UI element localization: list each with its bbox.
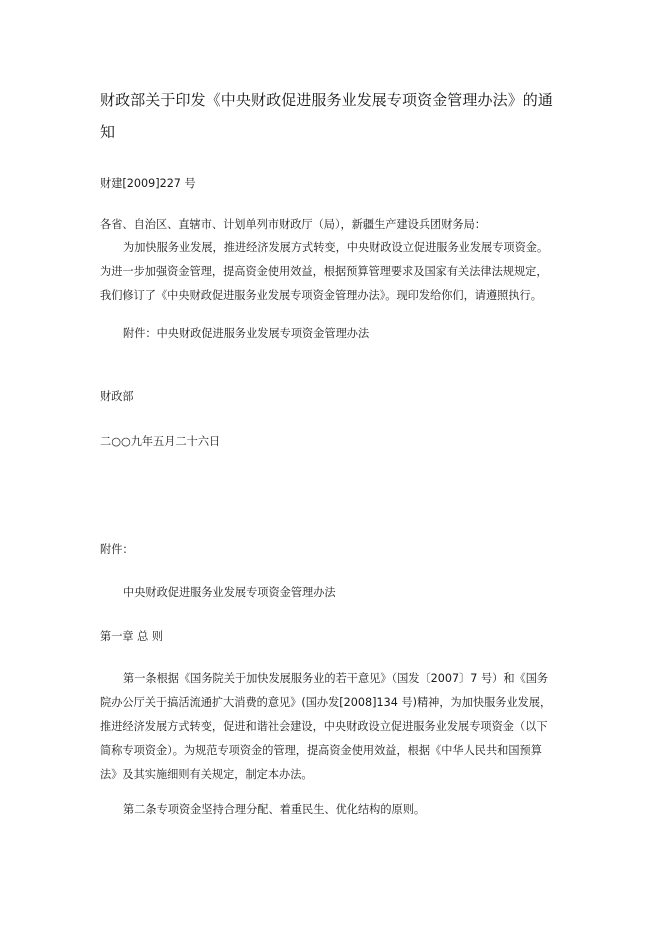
article-1 bbox=[100, 667, 564, 787]
intro-line-3: 我们修订了《中央财政促进服务业发展专项资金管理办法》。现印发给你们，请遵照执行。 bbox=[100, 289, 542, 302]
chapter-heading: 第一章 总 则 bbox=[100, 630, 164, 643]
attachment-label: 附件： bbox=[100, 543, 134, 556]
article-1-line-5: 法》及其实施细则有关规定，制定本办法。 bbox=[100, 768, 313, 781]
intro-paragraph bbox=[100, 236, 564, 308]
title-line-1: 财政部关于印发《中央财政促进服务业发展专项资金管理办法》的通 bbox=[100, 91, 554, 109]
document-title bbox=[100, 84, 570, 148]
attachment-title: 中央财政促进服务业发展专项资金管理办法 bbox=[123, 586, 336, 599]
issue-date: 二○○九年五月二十六日 bbox=[100, 435, 221, 448]
addressee: 各省、自治区、直辖市、计划单列市财政厅（局），新疆生产建设兵团财务局： bbox=[100, 218, 486, 231]
attachment-note: 附件：中央财政促进服务业发展专项资金管理办法 bbox=[123, 327, 370, 340]
issuer: 财政部 bbox=[100, 390, 134, 403]
intro-line-2: 为进一步加强资金管理，提高资金使用效益，根据预算管理要求及国家有关法律法规规定， bbox=[100, 265, 548, 278]
article-1-line-3: 推进经济发展方式转变，促进和谐社会建设，中央财政设立促进服务业发展专项资金（以下 bbox=[100, 720, 548, 733]
article-2: 第二条专项资金坚持合理分配、着重民生、优化结构的原则。 bbox=[123, 803, 426, 816]
article-1-line-2: 院办公厅关于搞活流通扩大消费的意见》(国办发[2008]134 号)精神，为加快服务业发展， bbox=[100, 696, 552, 709]
article-1-line-4: 简称专项资金）。为规范专项资金的管理，提高资金使用效益，根据《中华人民共和国预算 bbox=[100, 744, 542, 757]
title-line-2: 知 bbox=[100, 123, 116, 141]
document-number: 财建[2009]227 号 bbox=[100, 177, 196, 190]
intro-line-1: 为加快服务业发展，推进经济发展方式转变，中央财政设立促进服务业发展专项资金。 bbox=[123, 241, 549, 254]
article-1-line-1: 第一条根据《国务院关于加快发展服务业的若干意见》（国发〔2007〕7 号）和《国务 bbox=[123, 672, 549, 685]
